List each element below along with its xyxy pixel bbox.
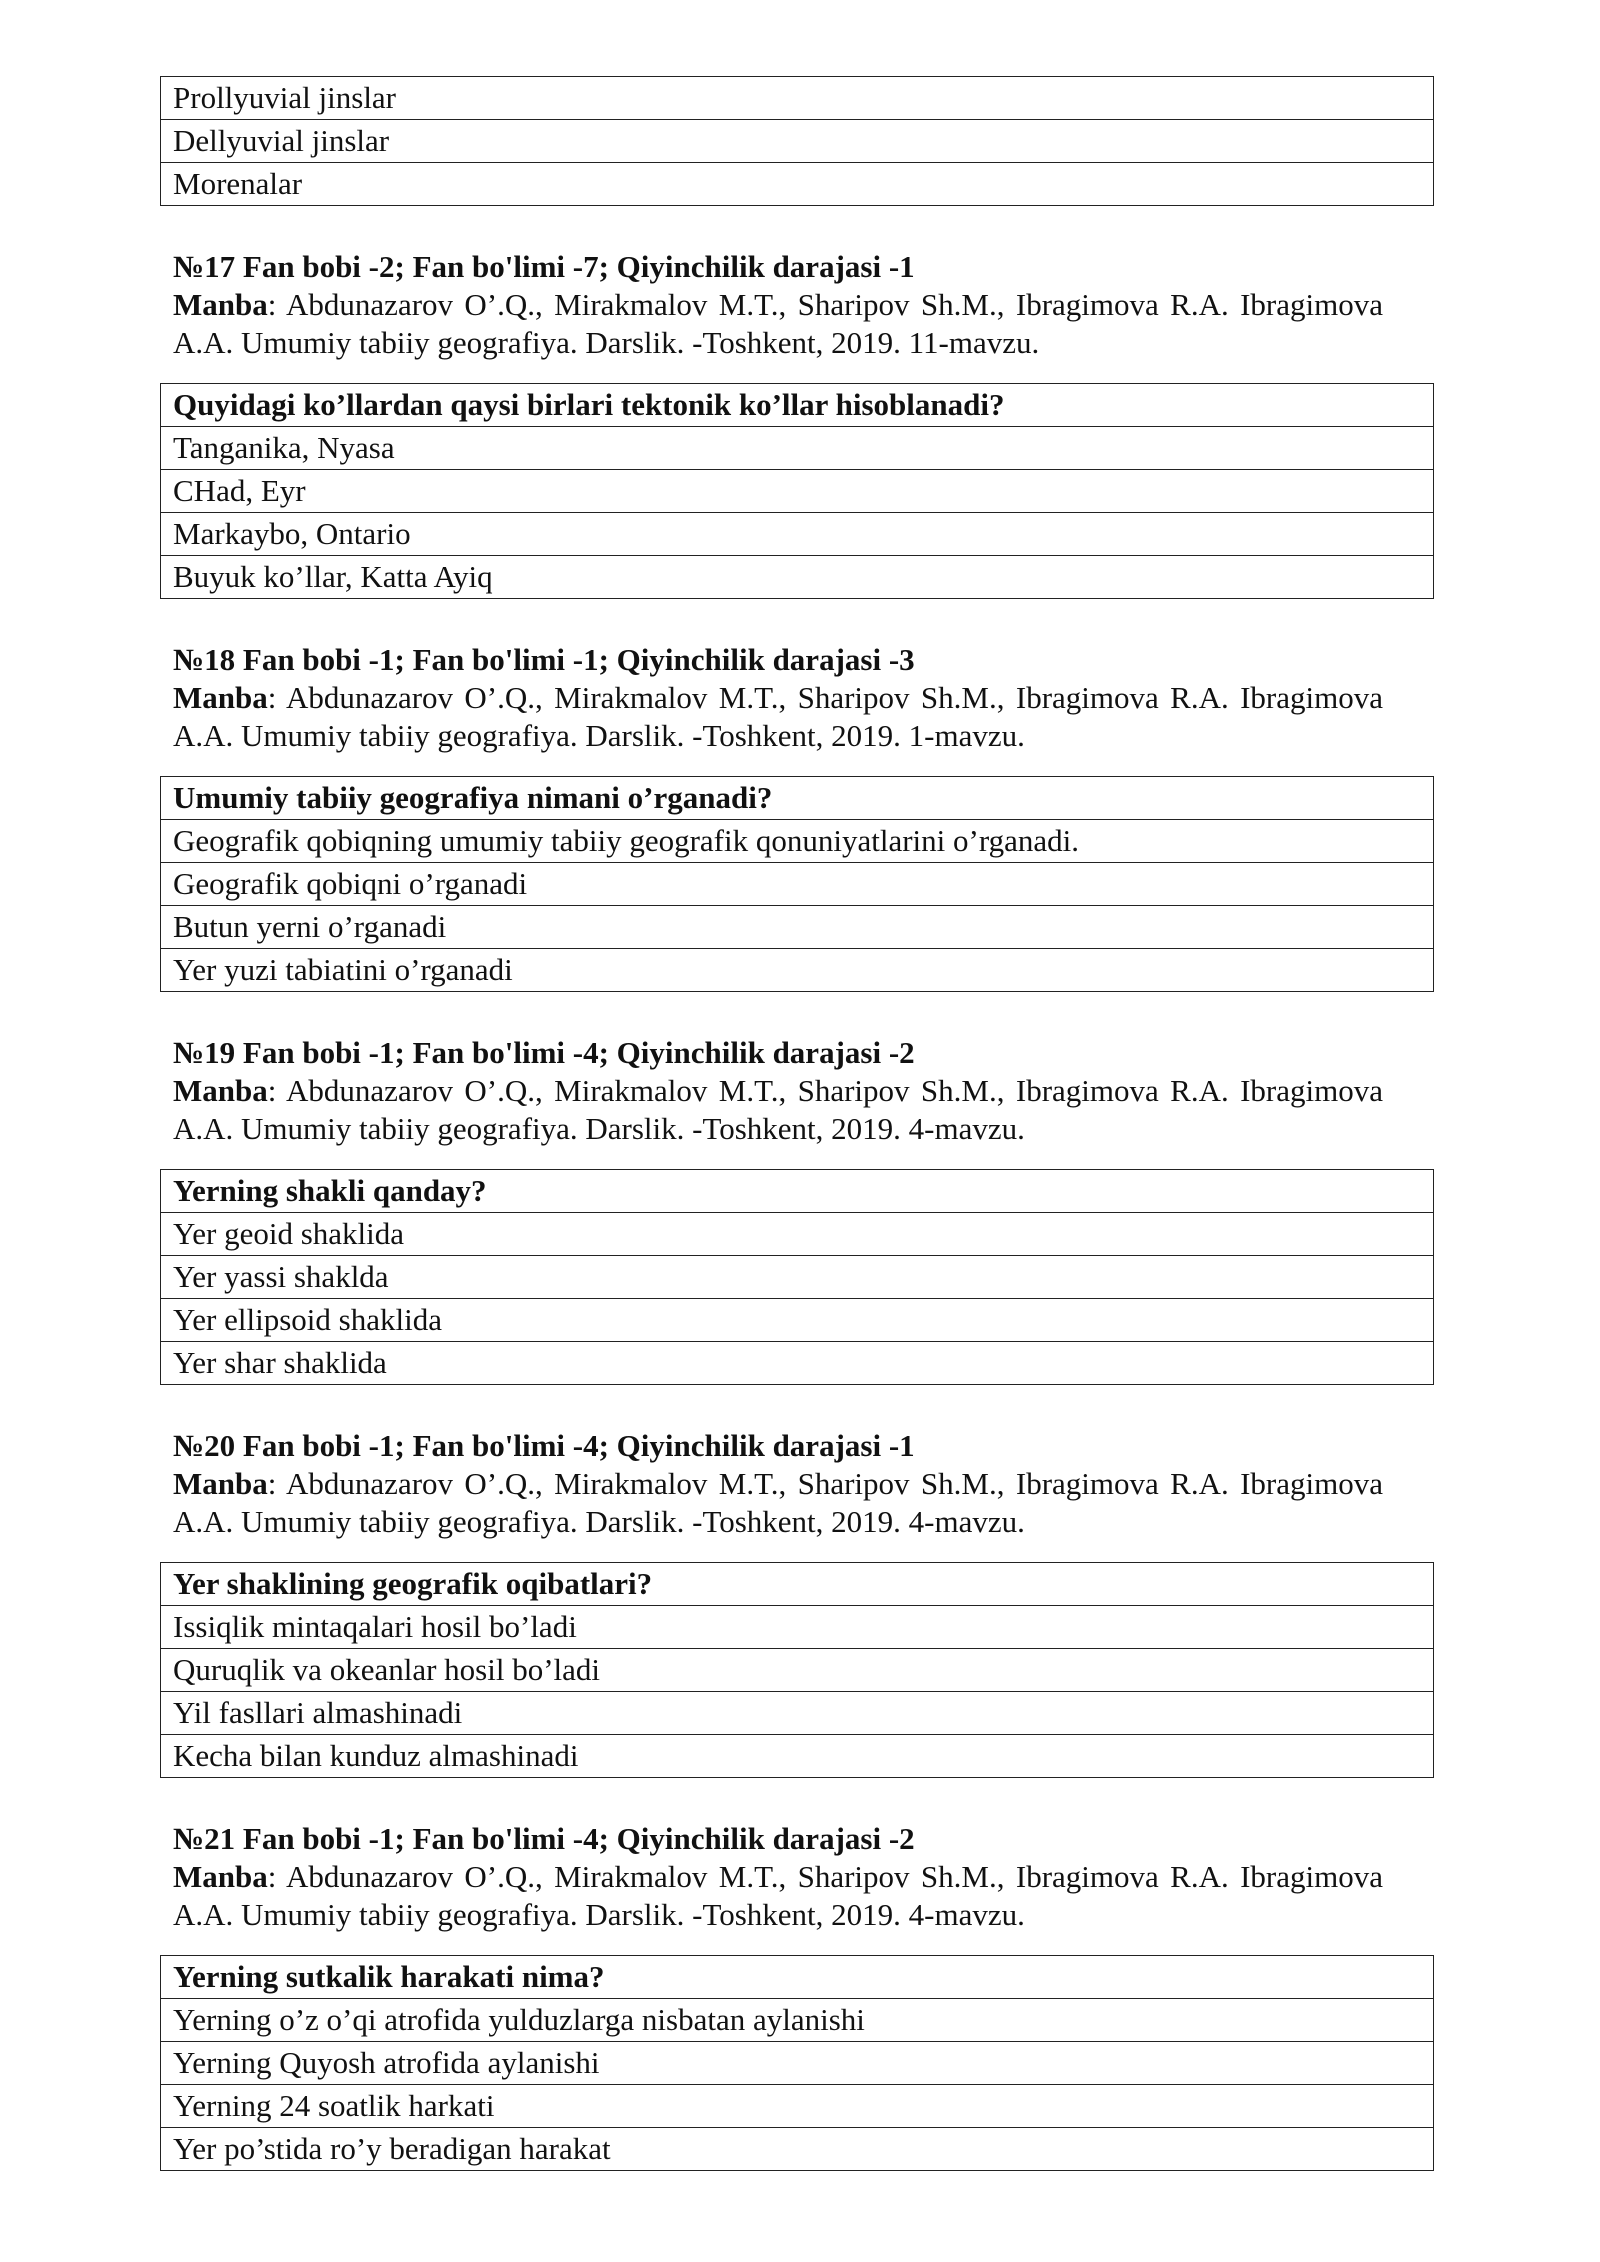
table-row (161, 1956, 1434, 1999)
question-text: Yerning shakli qanday? (161, 1170, 1434, 1213)
table-row (161, 427, 1434, 470)
table-row (161, 1299, 1434, 1342)
question-table-18 (160, 776, 1434, 992)
answer-option: Kecha bilan kunduz almashinadi (161, 1735, 1434, 1778)
table-row (161, 163, 1434, 206)
table-row (161, 2042, 1434, 2085)
answer-option: Quruqlik va okeanlar hosil bo’ladi (161, 1649, 1434, 1692)
source-text: : Abdunazarov O’.Q., Mirakmalov M.T., Sharipov Sh.M., Ibragimova R.A. Ibragimova A.A. Umumiy tabiiy geografiya. Darslik. -Toshkent, 2019. 11-mavzu. (173, 287, 1383, 360)
table-row (161, 1213, 1434, 1256)
question-text: Quyidagi ko’llardan qaysi birlari tektonik ko’llar hisoblanadi? (161, 384, 1434, 427)
source-label: Manba (173, 680, 268, 715)
source-citation (173, 286, 1383, 362)
question-table-17 (160, 383, 1434, 599)
table-row (161, 906, 1434, 949)
table-row (161, 1692, 1434, 1735)
question-text: Yerning sutkalik harakati nima? (161, 1956, 1434, 1999)
answer-option: Yerning o’z o’qi atrofida yulduzlarga nisbatan aylanishi (161, 1999, 1434, 2042)
question-title: №20 Fan bobi -1; Fan bo'limi -4; Qiyinchilik darajasi -1 (173, 1428, 915, 1463)
question-header-20 (173, 1427, 1383, 1541)
question-header-17 (173, 248, 1383, 362)
answer-option: Tanganika, Nyasa (161, 427, 1434, 470)
source-label: Manba (173, 287, 268, 322)
answer-option: Morenalar (161, 163, 1434, 206)
table-row (161, 1649, 1434, 1692)
source-citation (173, 1858, 1383, 1934)
table-row (161, 470, 1434, 513)
table-row (161, 863, 1434, 906)
question-title: №21 Fan bobi -1; Fan bo'limi -4; Qiyinchilik darajasi -2 (173, 1821, 915, 1856)
answer-option: Yer yassi shaklda (161, 1256, 1434, 1299)
answer-option: Prollyuvial jinslar (161, 77, 1434, 120)
source-text: : Abdunazarov O’.Q., Mirakmalov M.T., Sharipov Sh.M., Ibragimova R.A. Ibragimova A.A. Umumiy tabiiy geografiya. Darslik. -Toshkent, 2019. 4-mavzu. (173, 1859, 1383, 1932)
table-row (161, 1342, 1434, 1385)
table-row (161, 949, 1434, 992)
answer-option: Yer ellipsoid shaklida (161, 1299, 1434, 1342)
answer-option: Yer shar shaklida (161, 1342, 1434, 1385)
table-row (161, 2085, 1434, 2128)
source-label: Manba (173, 1859, 268, 1894)
source-citation (173, 679, 1383, 755)
answer-option: Geografik qobiqni o’rganadi (161, 863, 1434, 906)
answer-option: Yer geoid shaklida (161, 1213, 1434, 1256)
answer-option: CHad, Eyr (161, 470, 1434, 513)
question-title: №19 Fan bobi -1; Fan bo'limi -4; Qiyinchilik darajasi -2 (173, 1035, 915, 1070)
answer-option: Yer po’stida ro’y beradigan harakat (161, 2128, 1434, 2171)
source-label: Manba (173, 1466, 268, 1501)
table-row (161, 120, 1434, 163)
table-row (161, 1563, 1434, 1606)
table-row (161, 1256, 1434, 1299)
question-title: №18 Fan bobi -1; Fan bo'limi -1; Qiyinchilik darajasi -3 (173, 642, 915, 677)
table-row (161, 77, 1434, 120)
table-row (161, 1735, 1434, 1778)
table-row (161, 1999, 1434, 2042)
answer-table-continued (160, 76, 1434, 206)
answer-option: Yer yuzi tabiatini o’rganadi (161, 949, 1434, 992)
table-row (161, 513, 1434, 556)
question-text: Yer shaklining geografik oqibatlari? (161, 1563, 1434, 1606)
source-label: Manba (173, 1073, 268, 1108)
question-header-21 (173, 1820, 1383, 1934)
answer-option: Butun yerni o’rganadi (161, 906, 1434, 949)
answer-option: Dellyuvial jinslar (161, 120, 1434, 163)
question-table-21 (160, 1955, 1434, 2171)
source-text: : Abdunazarov O’.Q., Mirakmalov M.T., Sharipov Sh.M., Ibragimova R.A. Ibragimova A.A. Umumiy tabiiy geografiya. Darslik. -Toshkent, 2019. 4-mavzu. (173, 1073, 1383, 1146)
table-row (161, 2128, 1434, 2171)
question-header-18 (173, 641, 1383, 755)
question-text: Umumiy tabiiy geografiya nimani o’rganadi? (161, 777, 1434, 820)
source-citation (173, 1072, 1383, 1148)
answer-option: Yil fasllari almashinadi (161, 1692, 1434, 1735)
source-text: : Abdunazarov O’.Q., Mirakmalov M.T., Sharipov Sh.M., Ibragimova R.A. Ibragimova A.A. Umumiy tabiiy geografiya. Darslik. -Toshkent, 2019. 4-mavzu. (173, 1466, 1383, 1539)
question-table-19 (160, 1169, 1434, 1385)
question-title: №17 Fan bobi -2; Fan bo'limi -7; Qiyinchilik darajasi -1 (173, 249, 915, 284)
table-row (161, 820, 1434, 863)
answer-option: Markaybo, Ontario (161, 513, 1434, 556)
table-row (161, 1170, 1434, 1213)
answer-option: Yerning 24 soatlik harkati (161, 2085, 1434, 2128)
source-text: : Abdunazarov O’.Q., Mirakmalov M.T., Sharipov Sh.M., Ibragimova R.A. Ibragimova A.A. Umumiy tabiiy geografiya. Darslik. -Toshkent, 2019. 1-mavzu. (173, 680, 1383, 753)
answer-option: Yerning Quyosh atrofida aylanishi (161, 2042, 1434, 2085)
question-header-19 (173, 1034, 1383, 1148)
answer-option: Issiqlik mintaqalari hosil bo’ladi (161, 1606, 1434, 1649)
question-table-20 (160, 1562, 1434, 1778)
table-row (161, 777, 1434, 820)
source-citation (173, 1465, 1383, 1541)
answer-option: Geografik qobiqning umumiy tabiiy geografik qonuniyatlarini o’rganadi. (161, 820, 1434, 863)
answer-option: Buyuk ko’llar, Katta Ayiq (161, 556, 1434, 599)
table-row (161, 384, 1434, 427)
table-row (161, 1606, 1434, 1649)
table-row (161, 556, 1434, 599)
